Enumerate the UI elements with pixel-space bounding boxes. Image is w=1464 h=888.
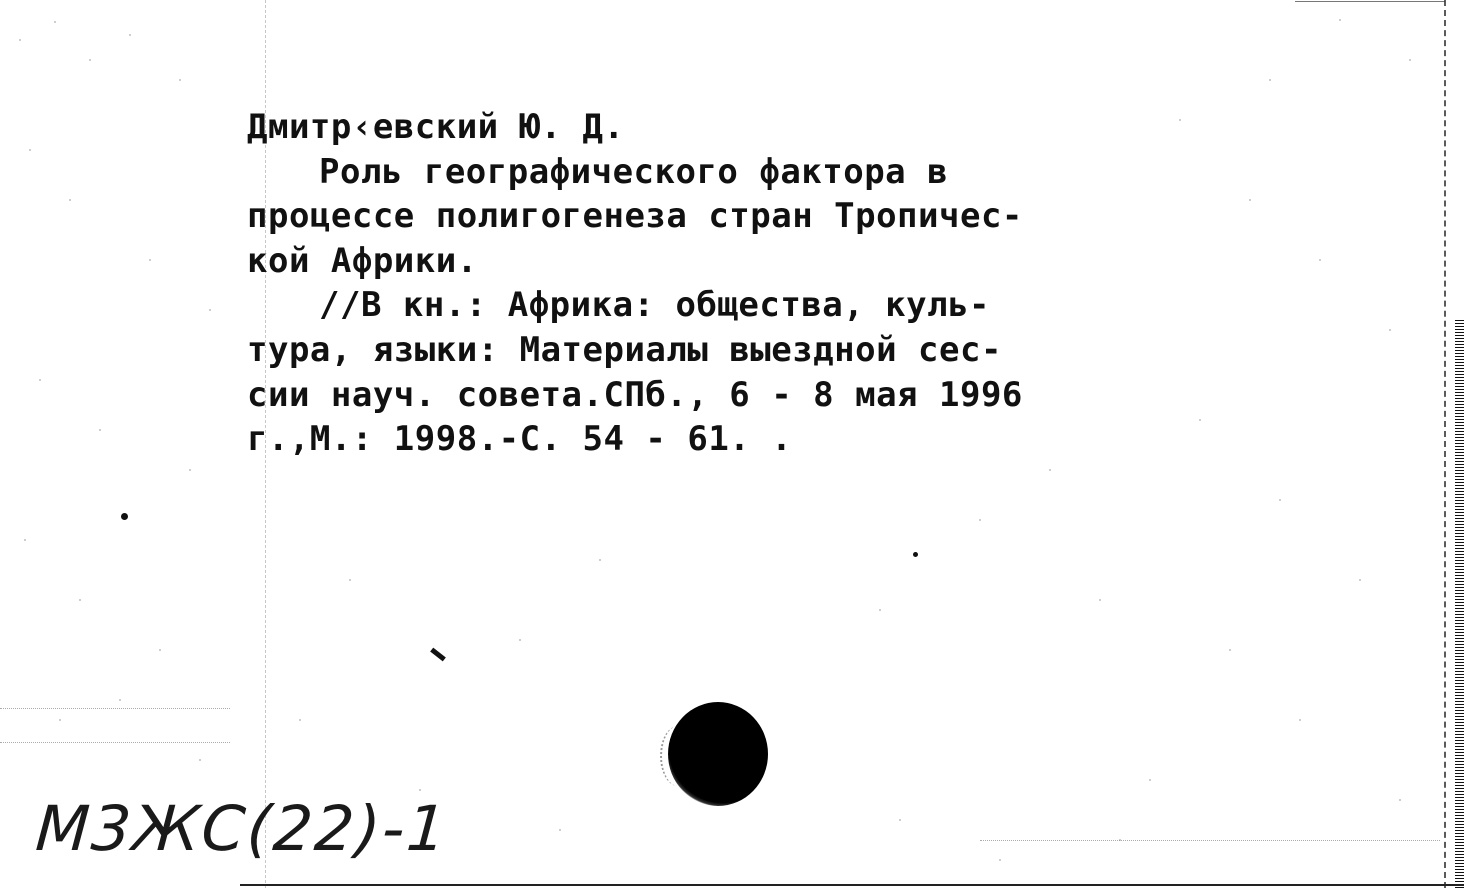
source-line: //В кн.: Африка: общества, куль- bbox=[319, 285, 991, 326]
card-edge-right bbox=[1444, 0, 1448, 888]
bibliographic-entry bbox=[247, 105, 1147, 462]
scan-dotted-line bbox=[980, 840, 1440, 842]
card-edge-strip bbox=[1455, 320, 1464, 888]
scan-dotted-line bbox=[0, 742, 230, 744]
source-line: сии науч. совета.СПб., 6 - 8 мая 1996 bbox=[247, 374, 1023, 415]
source-line: тура, языки: Материалы выездной сес- bbox=[247, 329, 1002, 370]
author-line: Дмитр‹евский Ю. Д. bbox=[247, 107, 625, 147]
title-line: Роль географического фактора в bbox=[319, 151, 949, 192]
card-edge-top bbox=[1295, 1, 1445, 2]
title-line: процессе полигогенеза стран Тропичес- bbox=[247, 196, 1023, 237]
card-edge-bottom bbox=[240, 884, 1464, 886]
title-line: кой Африки. bbox=[247, 240, 478, 281]
source-line: г.,М.: 1998.-С. 54 - 61. . bbox=[247, 419, 793, 460]
scan-dotted-line bbox=[0, 708, 230, 710]
stray-mark bbox=[913, 552, 918, 557]
stray-mark bbox=[121, 513, 128, 520]
handwritten-call-number: М3ЖС(22)-1 bbox=[33, 792, 451, 865]
punch-hole bbox=[668, 702, 768, 806]
